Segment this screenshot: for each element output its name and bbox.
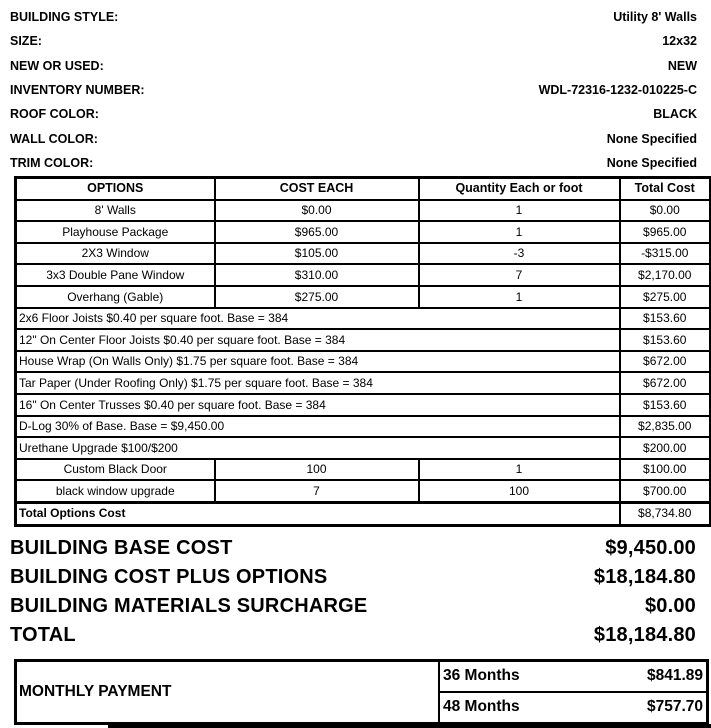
column-header-cost-each: COST EACH	[215, 178, 419, 200]
term-48-months-row	[440, 691, 706, 722]
building-base-cost-value: $9,450.00	[605, 536, 696, 559]
total-cost: $153.60	[620, 308, 711, 330]
option-name: Playhouse Package	[16, 221, 215, 243]
inventory-number-row	[0, 78, 711, 102]
roof-color-label: ROOF COLOR:	[10, 107, 99, 122]
options-table-header-row	[16, 178, 711, 200]
option-name: Custom Black Door	[16, 459, 215, 481]
size-value: 12x32	[662, 34, 697, 49]
table-row-description	[16, 372, 711, 394]
table-row-description	[16, 308, 711, 330]
option-description: House Wrap (On Walls Only) $1.75 per square foot. Base = 384	[16, 351, 620, 373]
quantity: 1	[419, 200, 620, 222]
building-cost-plus-options-label: BUILDING COST PLUS OPTIONS	[10, 565, 328, 588]
cost-each: $275.00	[215, 286, 419, 308]
cost-summary-section	[0, 534, 711, 650]
building-base-cost-row	[0, 534, 711, 563]
trim-color-value: None Specified	[606, 155, 697, 170]
total-options-cost-value: $8,734.80	[620, 502, 711, 525]
table-row-description	[16, 394, 711, 416]
size-label: SIZE:	[10, 34, 42, 49]
column-header-total-cost: Total Cost	[620, 178, 711, 200]
building-materials-surcharge-value: $0.00	[644, 594, 696, 617]
option-description: 16" On Center Trusses $0.40 per square foot. Base = 384	[16, 394, 620, 416]
building-style-value: Utility 8' Walls	[613, 10, 697, 25]
table-row-description	[16, 351, 711, 373]
table-row	[16, 221, 711, 243]
quantity: 7	[419, 264, 620, 286]
quantity: 1	[419, 221, 620, 243]
monthly-payment-table	[14, 659, 709, 725]
cutoff-divider-bar	[108, 724, 711, 728]
cost-each: $0.00	[215, 200, 419, 222]
new-or-used-row	[0, 54, 711, 78]
building-style-label: BUILDING STYLE:	[10, 10, 119, 25]
inventory-number-label: INVENTORY NUMBER:	[10, 83, 145, 98]
option-description: Urethane Upgrade $100/$200	[16, 437, 620, 459]
total-row	[0, 621, 711, 650]
table-row	[16, 459, 711, 481]
wall-color-value: None Specified	[606, 131, 697, 146]
term-48-months-label: 48 Months	[443, 698, 520, 716]
total-cost: $2,170.00	[620, 264, 711, 286]
total-cost: $100.00	[620, 459, 711, 481]
quantity: 1	[419, 286, 620, 308]
option-description: Tar Paper (Under Roofing Only) $1.75 per square foot. Base = 384	[16, 372, 620, 394]
column-header-options: OPTIONS	[16, 178, 215, 200]
table-row	[16, 286, 711, 308]
table-row	[16, 480, 711, 502]
total-cost: $200.00	[620, 437, 711, 459]
building-materials-surcharge-row	[0, 592, 711, 621]
roof-color-value: BLACK	[653, 107, 697, 122]
total-options-cost-row	[16, 502, 711, 525]
total-cost: $0.00	[620, 200, 711, 222]
cost-each: $310.00	[215, 264, 419, 286]
options-table	[14, 176, 711, 527]
total-options-cost-label: Total Options Cost	[16, 502, 620, 525]
total-value: $18,184.80	[593, 623, 696, 646]
term-36-months-row	[440, 662, 706, 691]
building-base-cost-label: BUILDING BASE COST	[10, 536, 233, 559]
column-header-quantity: Quantity Each or foot	[419, 178, 620, 200]
quantity: -3	[419, 243, 620, 265]
wall-color-label: WALL COLOR:	[10, 131, 98, 146]
building-info-section	[0, 0, 711, 175]
term-36-months-label: 36 Months	[443, 667, 520, 685]
option-name: 2X3 Window	[16, 243, 215, 265]
option-description: 12" On Center Floor Joists $0.40 per square foot. Base = 384	[16, 329, 620, 351]
cost-each: $965.00	[215, 221, 419, 243]
size-row	[0, 29, 711, 53]
new-or-used-value: NEW	[667, 58, 697, 73]
monthly-payment-terms	[440, 662, 706, 722]
building-cost-plus-options-row	[0, 563, 711, 592]
cost-each: 7	[215, 480, 419, 502]
total-label: TOTAL	[10, 623, 76, 646]
term-48-months-amount: $757.70	[646, 698, 703, 716]
building-cost-plus-options-value: $18,184.80	[593, 565, 696, 588]
quantity: 1	[419, 459, 620, 481]
inventory-number-value: WDL-72316-1232-010225-C	[538, 83, 697, 98]
option-name: 3x3 Double Pane Window	[16, 264, 215, 286]
trim-color-row	[0, 151, 711, 175]
total-cost: $672.00	[620, 351, 711, 373]
trim-color-label: TRIM COLOR:	[10, 155, 94, 170]
table-row-description	[16, 329, 711, 351]
table-row-description	[16, 416, 711, 438]
option-name: Overhang (Gable)	[16, 286, 215, 308]
total-cost: $153.60	[620, 329, 711, 351]
table-row	[16, 264, 711, 286]
total-cost: -$315.00	[620, 243, 711, 265]
total-cost: $700.00	[620, 480, 711, 502]
option-description: 2x6 Floor Joists $0.40 per square foot. Base = 384	[16, 308, 620, 330]
total-cost: $2,835.00	[620, 416, 711, 438]
building-materials-surcharge-label: BUILDING MATERIALS SURCHARGE	[10, 594, 368, 617]
quantity: 100	[419, 480, 620, 502]
roof-color-row	[0, 102, 711, 126]
option-name: 8' Walls	[16, 200, 215, 222]
total-cost: $965.00	[620, 221, 711, 243]
new-or-used-label: NEW OR USED:	[10, 58, 104, 73]
monthly-payment-label: MONTHLY PAYMENT	[17, 662, 440, 722]
table-row	[16, 200, 711, 222]
table-row	[16, 243, 711, 265]
total-cost: $153.60	[620, 394, 711, 416]
term-36-months-amount: $841.89	[646, 667, 703, 685]
total-cost: $275.00	[620, 286, 711, 308]
wall-color-row	[0, 126, 711, 150]
cost-each: $105.00	[215, 243, 419, 265]
option-description: D-Log 30% of Base. Base = $9,450.00	[16, 416, 620, 438]
total-cost: $672.00	[620, 372, 711, 394]
cost-each: 100	[215, 459, 419, 481]
building-style-row	[0, 5, 711, 29]
table-row-description	[16, 437, 711, 459]
option-name: black window upgrade	[16, 480, 215, 502]
